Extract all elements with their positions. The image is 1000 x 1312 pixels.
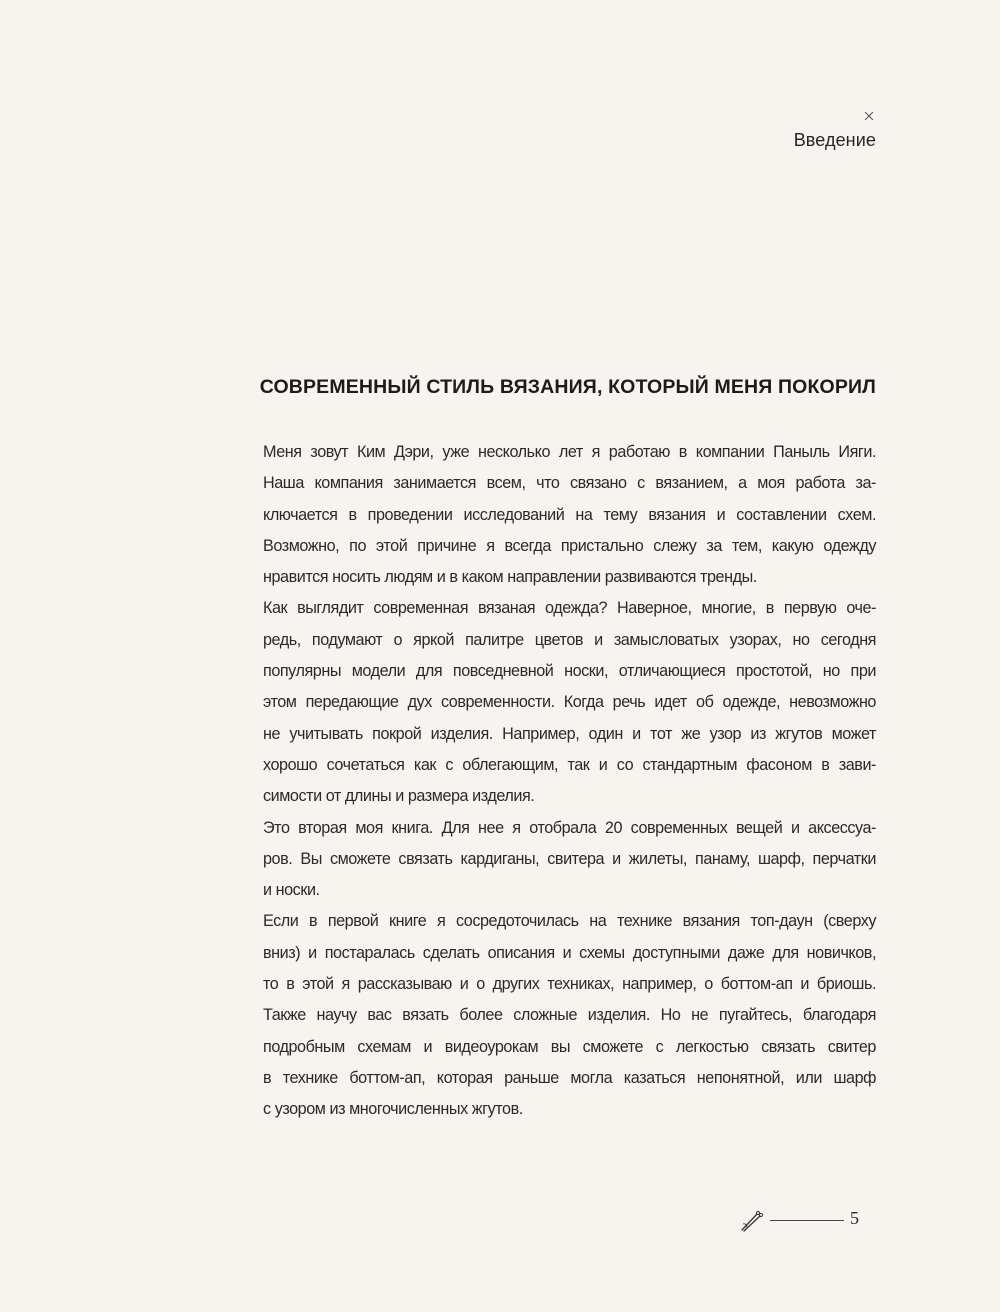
knitting-needles-icon (740, 1210, 764, 1232)
body-line: популярны модели для повседневной носки, отличающиеся простотой, но при (263, 662, 876, 681)
body-line: Это вторая моя книга. Для нее я отобрала 20 современных вещей и аксессуа- (263, 818, 876, 837)
body-line: Меня зовут Ким Дэри, уже несколько лет я работаю в компании Паныль Ияги. (263, 443, 876, 461)
body-line: Как выглядит современная вязаная одежда? Наверное, многие, в первую оче- (263, 599, 876, 618)
page-number: 5 (850, 1208, 859, 1228)
footer-rule (770, 1220, 844, 1221)
body-line: редь, подумают о яркой палитре цветов и замысловатых узорах, но сегодня (263, 630, 876, 649)
body-line: вниз) и постаралась сделать описания и схемы доступными даже для новичков, (263, 943, 876, 962)
body-line: нравится носить людям и в каком направлении развиваются тренды. (263, 568, 757, 587)
cross-mark-icon (862, 109, 876, 123)
body-line: симости от длины и размера изделия. (263, 787, 535, 806)
body-line: Если в первой книге я сосредоточилась на технике вязания топ-даун (сверху (263, 912, 876, 931)
body-line: Также научу вас вязать более сложные изделия. Но не пугайтесь, благодаря (263, 1006, 876, 1025)
body-line: то в этой я рассказываю и о других техниках, например, о боттом-ап и бриошь. (263, 975, 876, 994)
body-line: ключается в проведении исследований на тему вязания и составлении схем. (263, 505, 876, 524)
page-footer (740, 1208, 862, 1232)
body-line: этом передающие дух современности. Когда речь идет об одежде, невозможно (263, 693, 876, 712)
body-line: Возможно, по этой причине я всегда пристально слежу за тем, какую одежду (263, 536, 876, 555)
body-line: ров. Вы сможете связать кардиганы, свитера и жилеты, панаму, шарф, перчатки (263, 849, 876, 868)
body-line: хорошо сочетаться как с облегающим, так и со стандартным фасоном в зави- (263, 755, 876, 774)
body-line: с узором из многочисленных жгутов. (263, 1100, 523, 1119)
body-line: Наша компания занимается всем, что связано с вязанием, а моя работа за- (263, 474, 876, 493)
section-label: Введение (793, 130, 876, 150)
body-line: и носки. (263, 881, 320, 900)
body-line: не учитывать покрой изделия. Например, один и тот же узор из жгутов может (263, 724, 876, 743)
body-line: в технике боттом-ап, которая раньше могла казаться непонятной, или шарф (263, 1068, 876, 1087)
article-body (263, 437, 876, 1126)
body-line: подробным схемам и видеоурокам вы сможете с легкостью связать свитер (263, 1037, 876, 1056)
article-title: СОВРЕМЕННЫЙ СТИЛЬ ВЯЗАНИЯ, КОТОРЫЙ МЕНЯ ПОКОРИЛ (259, 376, 876, 398)
